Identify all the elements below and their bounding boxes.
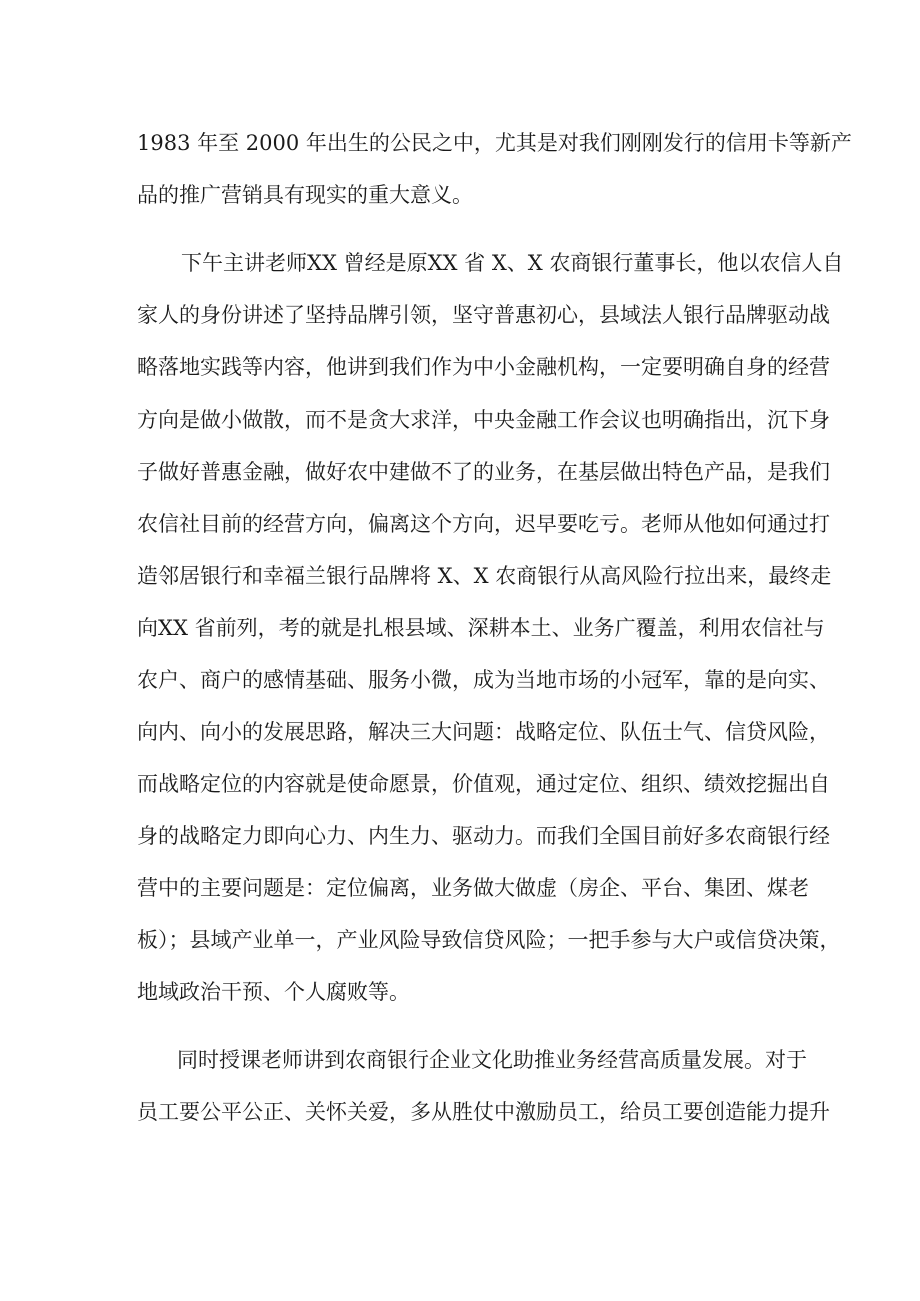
paragraph-line: 农信社目前的经营方向，偏离这个方向，迟早要吃亏。老师从他如何通过打 <box>137 512 830 536</box>
paragraph-line: 1983 年至 2000 年出生的公民之中，尤其是对我们刚刚发行的信用卡等新产 <box>137 131 852 155</box>
paragraph-line: 家人的身份讲述了坚持品牌引领，坚守普惠初心，县域法人银行品牌驱动战 <box>137 303 830 327</box>
paragraph-line: 板）；县域产业单一，产业风险导致信贷风险；一把手参与大户或信贷决策， <box>137 928 841 952</box>
paragraph-line: 农户、商户的感情基础、服务小微，成为当地市场的小冠军，靠的是向实、 <box>137 668 830 692</box>
paragraph-line: 向内、向小的发展思路，解决三大问题：战略定位、队伍士气、信贷风险， <box>137 720 830 744</box>
paragraph-line: 品的推广营销具有现实的重大意义。 <box>137 183 473 207</box>
paragraph-line: 方向是做小做散，而不是贪大求洋，中央金融工作会议也明确指出，沉下身 <box>137 408 830 432</box>
paragraph-line: 身的战略定力即向心力、内生力、驱动力。而我们全国目前好多农商银行经 <box>137 824 830 848</box>
paragraph-line: 子做好普惠金融，做好农中建做不了的业务，在基层做出特色产品，是我们 <box>137 460 830 484</box>
paragraph-line: 同时授课老师讲到农商银行企业文化助推业务经营高质量发展。对于 <box>177 1048 807 1072</box>
paragraph-line: 营中的主要问题是：定位偏离，业务做大做虚（房企、平台、集团、煤老 <box>137 876 809 900</box>
paragraph-line: 而战略定位的内容就是使命愿景，价值观，通过定位、组织、绩效挖掘出自 <box>137 772 830 796</box>
paragraph-line: 地域政治干预、个人腐败等。 <box>137 980 410 1004</box>
paragraph-line: 略落地实践等内容，他讲到我们作为中小金融机构，一定要明确自身的经营 <box>137 355 830 379</box>
paragraph-line: 下午主讲老师XX 曾经是原XX 省 X、X 农商银行董事长，他以农信人自 <box>181 251 844 275</box>
paragraph-line: 造邻居银行和幸福兰银行品牌将 X、X 农商银行从高风险行拉出来，最终走 <box>137 564 832 588</box>
paragraph-line: 员工要公平公正、关怀关爱，多从胜仗中激励员工，给员工要创造能力提升 <box>137 1100 830 1124</box>
paragraph-line: 向XX 省前列，考的就是扎根县域、深耕本土、业务广覆盖，利用农信社与 <box>137 616 825 640</box>
